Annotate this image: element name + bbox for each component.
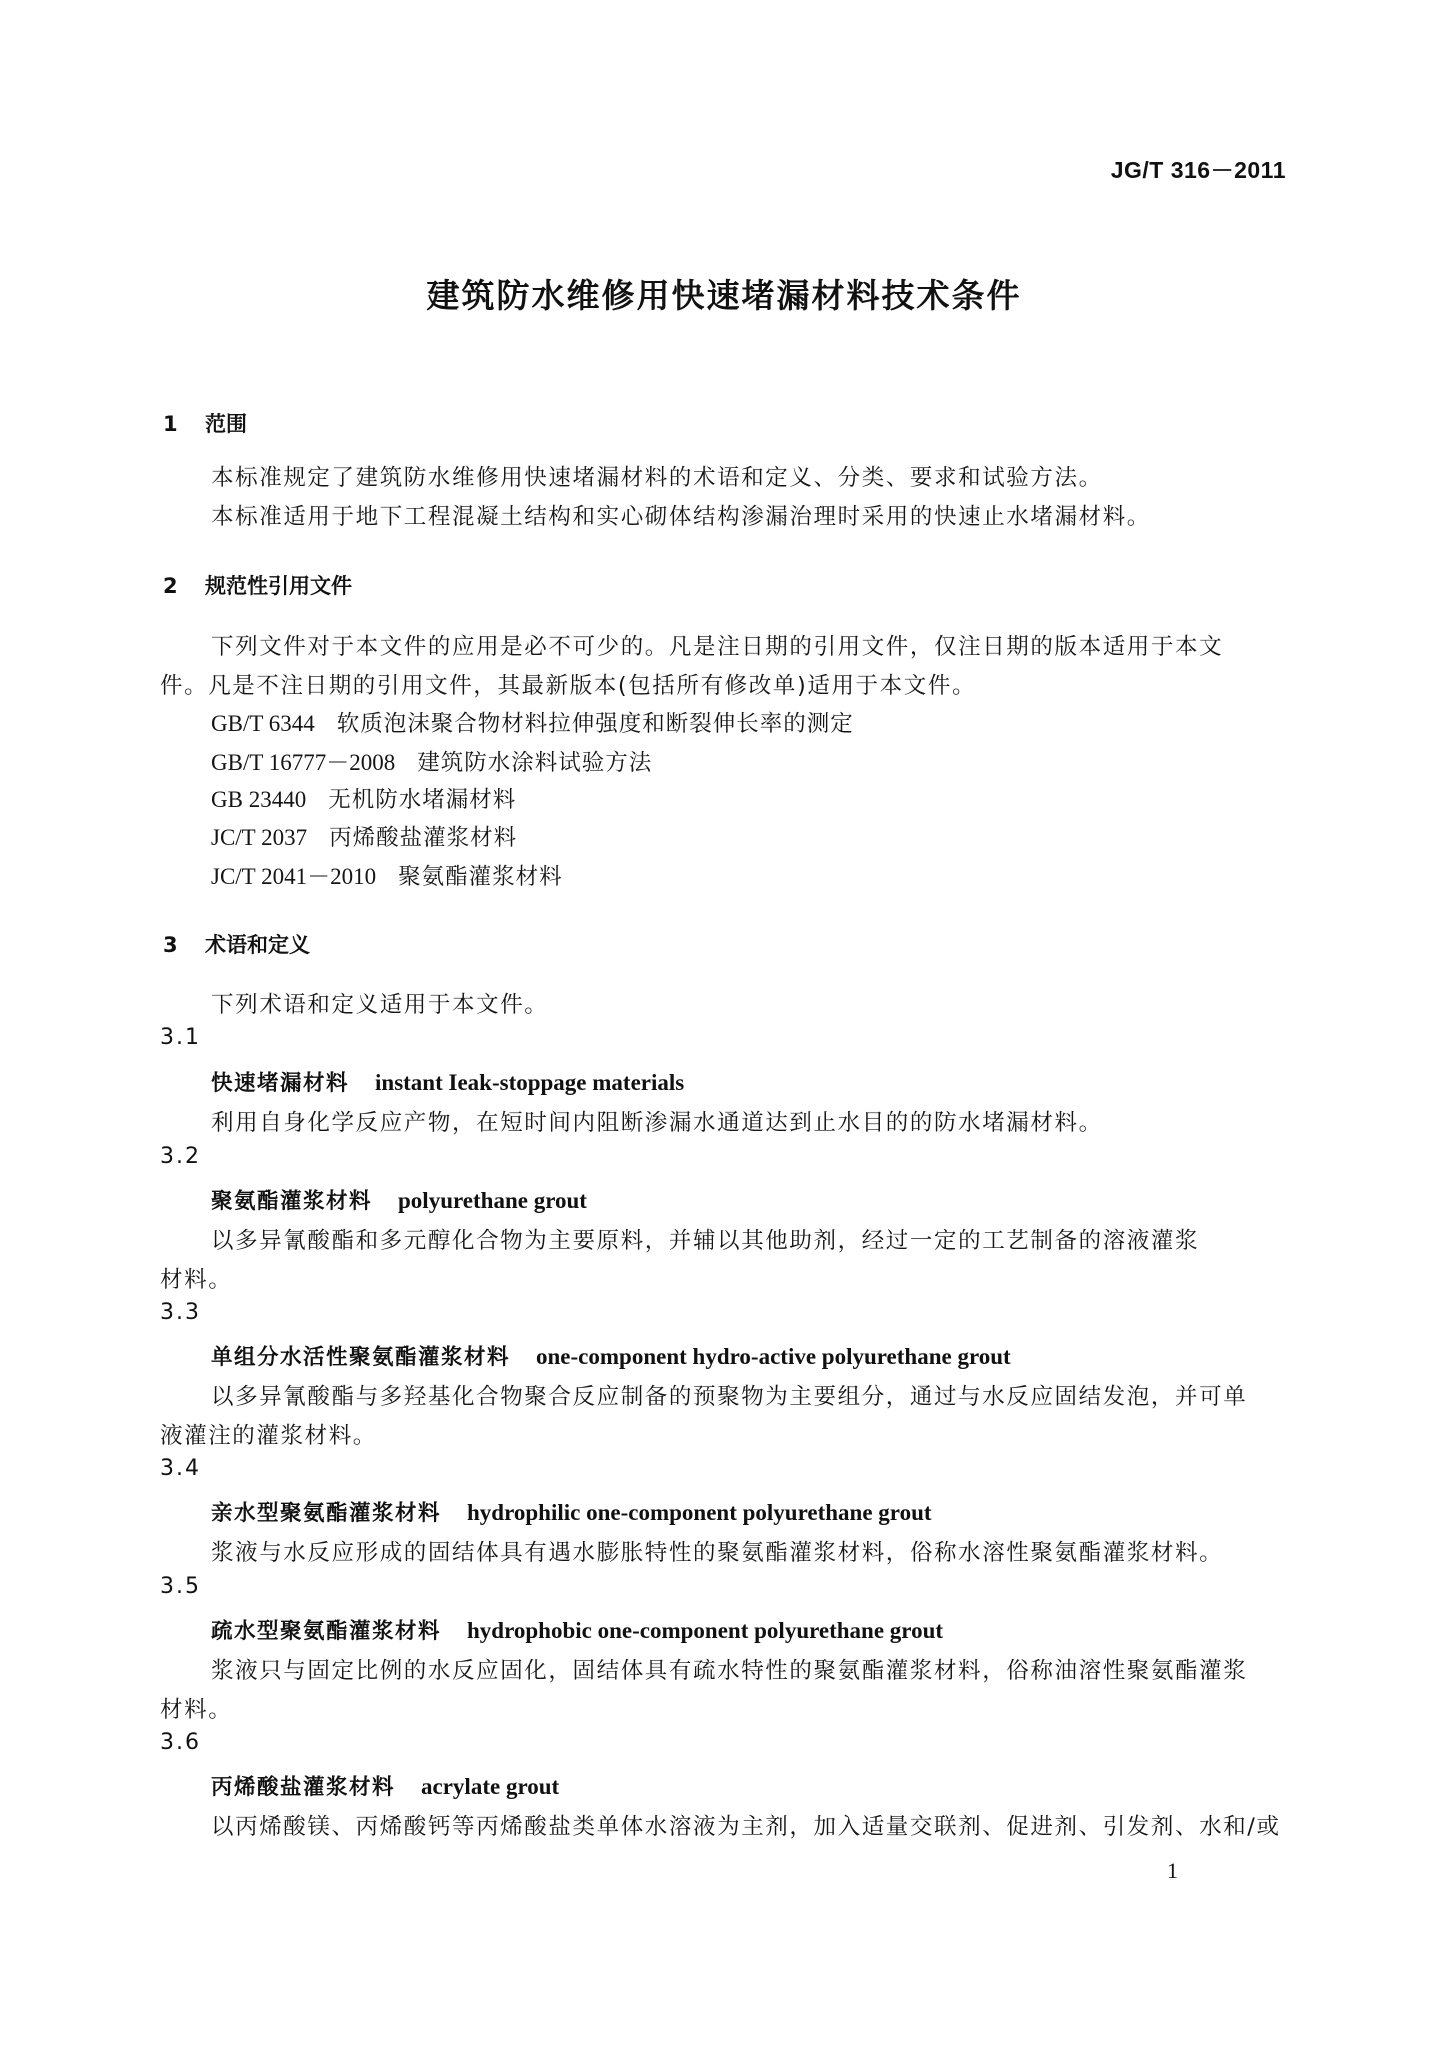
reference-name: 丙烯酸盐灌浆材料 [329,825,518,851]
section-number: 3 [163,933,178,957]
term-definition: 以丙烯酸镁、丙烯酸钙等丙烯酸盐类单体水溶液为主剂，加入适量交联剂、促进剂、引发剂、水和/或 [211,1814,1281,1840]
term-english: acrylate grout [421,1774,560,1799]
term-definition: 利用自身化学反应产物，在短时间内阻断渗漏水通道达到止水目的的防水堵漏材料。 [211,1110,1103,1136]
reference-name: 无机防水堵漏材料 [328,787,517,813]
clause-number: 3.4 [160,1456,201,1481]
reference-code: GB/T 6344 [211,711,315,736]
term-heading [211,1184,587,1215]
reference-item [211,706,854,738]
clause-number: 3.1 [160,1025,201,1050]
term-english: hydrophilic one-component polyurethane grout [467,1500,932,1525]
term-heading [211,1066,684,1097]
term-heading [211,1614,943,1645]
term-definition-cont: 材料。 [160,1267,233,1293]
standard-code: JG/T 316－2011 [1110,157,1286,183]
paragraph: 下列术语和定义适用于本文件。 [211,992,549,1018]
section-2-heading [163,570,352,600]
clause-number: 3.3 [160,1300,201,1325]
reference-code: JC/T 2041－2010 [211,864,377,889]
reference-code: GB/T 16777－2008 [211,750,396,775]
paragraph: 下列文件对于本文件的应用是必不可少的。凡是注日期的引用文件，仅注日期的版本适用于本文 [211,634,1224,660]
reference-code: JC/T 2037 [211,825,308,850]
term-chinese: 亲水型聚氨酯灌浆材料 [211,1501,442,1526]
reference-item [211,820,517,852]
term-chinese: 聚氨酯灌浆材料 [211,1189,373,1214]
term-english: instant Ieak-stoppage materials [375,1070,685,1095]
clause-number: 3.5 [160,1574,201,1599]
term-chinese: 丙烯酸盐灌浆材料 [211,1775,396,1800]
section-number: 2 [163,574,178,598]
term-definition: 以多异氰酸酯和多元醇化合物为主要原料，并辅以其他助剂，经过一定的工艺制备的溶液灌浆 [211,1228,1200,1254]
term-english: one-component hydro-active polyurethane grout [536,1344,1011,1369]
section-title: 规范性引用文件 [205,574,352,598]
term-english: hydrophobic one-component polyurethane grout [467,1618,944,1643]
term-definition-cont: 液灌注的灌浆材料。 [160,1423,377,1449]
reference-name: 软质泡沫聚合物材料拉伸强度和断裂伸长率的测定 [336,711,854,737]
paragraph: 本标准规定了建筑防水维修用快速堵漏材料的术语和定义、分类、要求和试验方法。 [211,465,1103,491]
term-definition: 浆液与水反应形成的固结体具有遇水膨胀特性的聚氨酯灌浆材料，俗称水溶性聚氨酯灌浆材料。 [211,1540,1224,1566]
reference-name: 聚氨酯灌浆材料 [398,864,563,890]
term-definition: 以多异氰酸酯与多羟基化合物聚合反应制备的预聚物为主要组分，通过与水反应固结发泡，并可单 [211,1384,1248,1410]
reference-item [211,744,652,777]
term-definition-cont: 材料。 [160,1697,233,1723]
reference-item [211,858,563,891]
term-chinese: 单组分水活性聚氨酯灌浆材料 [211,1345,511,1370]
term-heading [211,1770,559,1801]
term-heading [211,1340,1011,1371]
term-chinese: 快速堵漏材料 [211,1071,350,1096]
term-definition: 浆液只与固定比例的水反应固化，固结体具有疏水特性的聚氨酯灌浆材料，俗称油溶性聚氨酯灌浆 [211,1658,1248,1684]
clause-number: 3.6 [160,1730,201,1755]
paragraph: 本标准适用于地下工程混凝土结构和实心砌体结构渗漏治理时采用的快速止水堵漏材料。 [211,504,1151,530]
page-number: 1 [1167,1858,1178,1883]
reference-item [211,782,516,814]
paragraph: 件。凡是不注日期的引用文件，其最新版本(包括所有修改单)适用于本文件。 [160,673,977,699]
section-number: 1 [163,412,178,436]
section-title: 范围 [205,412,247,436]
section-title: 术语和定义 [205,933,310,957]
term-english: polyurethane grout [398,1188,587,1213]
reference-name: 建筑防水涂料试验方法 [417,750,653,776]
term-heading [211,1496,932,1527]
reference-code: GB 23440 [211,787,307,812]
section-3-heading [163,929,310,959]
section-1-heading [163,408,247,438]
clause-number: 3.2 [160,1144,201,1169]
document-title: 建筑防水维修用快速堵漏材料技术条件 [426,276,1022,315]
term-chinese: 疏水型聚氨酯灌浆材料 [211,1619,442,1644]
